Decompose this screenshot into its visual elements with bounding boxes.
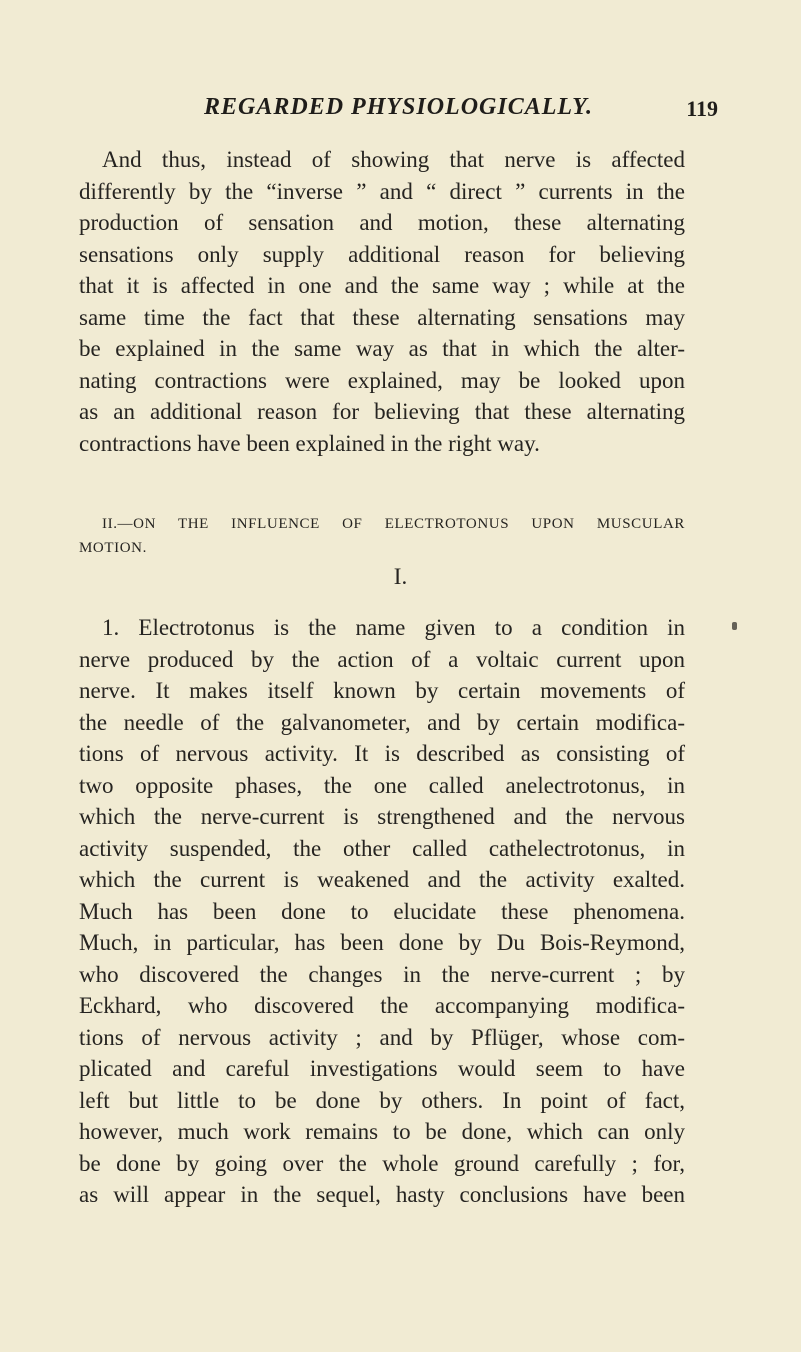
running-head: REGARDED PHYSIOLOGICALLY. — [204, 94, 594, 120]
paragraph-line: contractions have been explained in the right way. — [79, 430, 540, 456]
paragraph-line: however, much work remains to be done, which can only — [79, 1119, 685, 1144]
paragraph-line: sensations only supply additional reason for believing — [79, 241, 685, 267]
paragraph-line: differently by the “inverse ” and “ direct ” currents in the — [79, 178, 685, 204]
page-header — [70, 70, 740, 120]
paragraph-line: two opposite phases, the one called anelectrotonus, in — [79, 772, 685, 798]
section-heading — [79, 512, 685, 560]
paragraph-1 — [79, 144, 685, 459]
paragraph-line: who discovered the changes in the nerve-current ; by — [79, 961, 685, 987]
paragraph-line: And thus, instead of showing that nerve is affected — [102, 147, 685, 172]
paragraph-line: plicated and careful investigations would seem to have — [79, 1056, 685, 1081]
paragraph-line: that it is affected in one and the same way ; while at the — [79, 273, 685, 298]
paragraph-line: tions of nervous activity. It is described as consisting of — [79, 741, 685, 766]
paragraph-line: as an additional reason for believing that these alternating — [79, 399, 685, 424]
paragraph-line: same time the fact that these alternating sensations may — [79, 304, 685, 330]
paragraph-line: nerve. It makes itself known by certain movements of — [79, 678, 685, 703]
paragraph-line: as will appear in the sequel, hasty conclusions have been — [79, 1182, 685, 1207]
page-number: 119 — [686, 96, 718, 121]
paragraph-line: which the current is weakened and the activity exalted. — [79, 867, 685, 892]
paragraph-line: 1. Electrotonus is the name given to a condition in — [102, 615, 685, 640]
paragraph-line: production of sensation and motion, these alternating — [79, 210, 685, 235]
paragraph-line: nating contractions were explained, may be looked upon — [79, 367, 685, 393]
section-numeral: I. — [393, 564, 408, 589]
paragraph-line: tions of nervous activity ; and by Pflüger, whose com- — [79, 1024, 685, 1050]
section-heading-line: MOTION. — [79, 540, 147, 556]
paragraph-line: be explained in the same way as that in which the alter- — [79, 336, 685, 361]
paragraph-line: Eckhard, who discovered the accompanying modifica- — [79, 993, 685, 1018]
paragraph-line: be done by going over the whole ground carefully ; for, — [79, 1150, 685, 1176]
paragraph-line: which the nerve-current is strengthened and the nervous — [79, 804, 685, 829]
paragraph-2 — [79, 612, 685, 1211]
paragraph-line: nerve produced by the action of a voltaic current upon — [79, 646, 685, 672]
paragraph-line: the needle of the galvanometer, and by certain modifica- — [79, 709, 685, 735]
paragraph-line: left but little to be done by others. In point of fact, — [79, 1087, 685, 1113]
paragraph-line: activity suspended, the other called cathelectrotonus, in — [79, 835, 685, 861]
paragraph-line: Much has been done to elucidate these phenomena. — [79, 898, 685, 924]
section-heading-line: II.—ON THE INFLUENCE OF ELECTROTONUS UPON MUSCULAR — [102, 516, 685, 532]
print-speck — [732, 622, 737, 630]
paragraph-line: Much, in particular, has been done by Du Bois-Reymond, — [79, 930, 685, 955]
